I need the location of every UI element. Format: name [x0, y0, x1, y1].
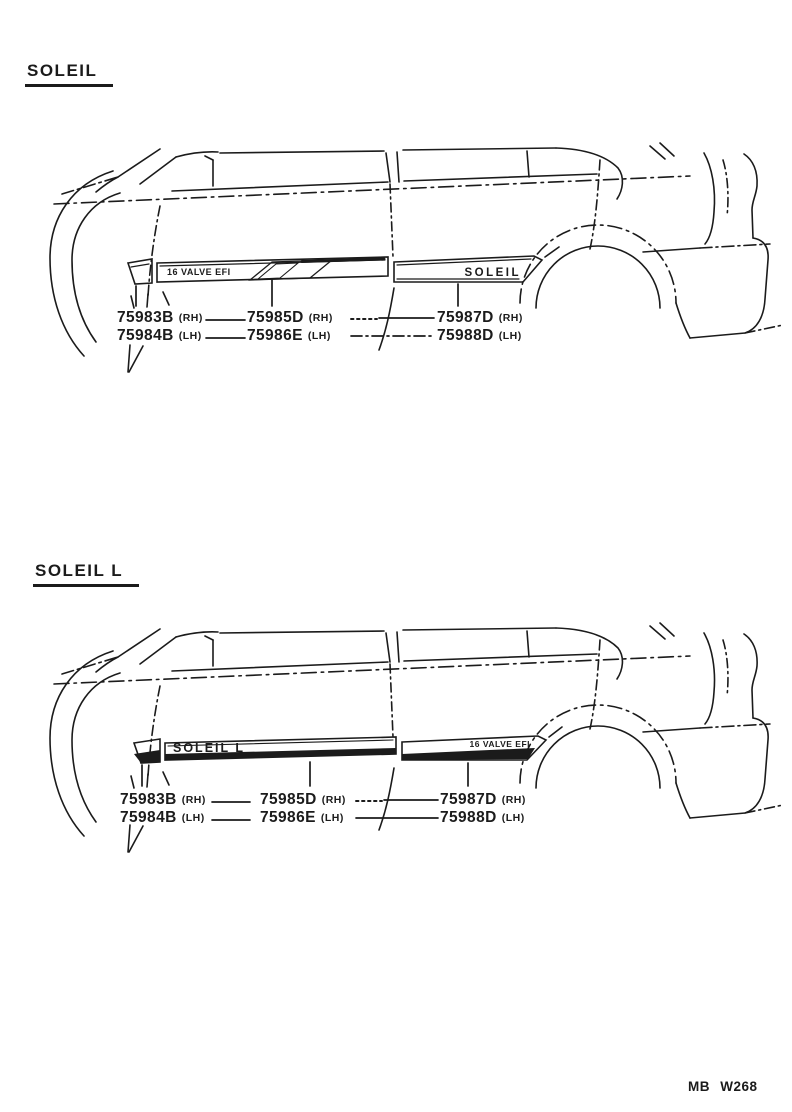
part-number: 75988D	[440, 809, 497, 826]
part-side: (RH)	[498, 312, 523, 324]
part-number: 75985D	[260, 791, 317, 808]
part-side: (LH)	[181, 812, 205, 824]
part-label	[260, 810, 344, 826]
part-side: (LH)	[307, 330, 331, 342]
part-number: 75984B	[120, 809, 177, 826]
part-number: 75986E	[247, 327, 303, 344]
part-number: 75987D	[440, 791, 497, 808]
part-number: 75984B	[117, 327, 174, 344]
section-title-soleil-l: SOLEIL L	[33, 562, 139, 587]
part-label	[247, 328, 331, 344]
part-side: (RH)	[178, 312, 203, 324]
part-side: (RH)	[308, 312, 333, 324]
decal-text-16-valve: 16 VALVE EFI	[469, 739, 530, 749]
part-label	[247, 310, 333, 326]
part-side: (RH)	[321, 794, 346, 806]
part-label	[440, 792, 526, 808]
page-code: MB W268	[688, 1079, 758, 1094]
part-number: 75988D	[437, 327, 494, 344]
part-number: 75983B	[117, 309, 174, 326]
decal-text-soleil-l: SOLEIL L	[173, 741, 246, 755]
part-label	[440, 810, 525, 826]
part-side: (LH)	[498, 330, 522, 342]
part-label	[117, 310, 203, 326]
part-label	[437, 328, 522, 344]
part-number: 75986E	[260, 809, 316, 826]
part-side: (RH)	[181, 794, 206, 806]
part-side: (LH)	[320, 812, 344, 824]
part-label	[437, 310, 523, 326]
part-side: (LH)	[178, 330, 202, 342]
part-label	[120, 810, 205, 826]
decal-text-16-valve: 16 VALVE EFI	[167, 267, 231, 277]
section-title-soleil: SOLEIL	[25, 62, 113, 87]
part-label	[117, 328, 202, 344]
part-number: 75987D	[437, 309, 494, 326]
fender-molding	[128, 259, 152, 284]
part-side: (RH)	[501, 794, 526, 806]
part-number: 75983B	[120, 791, 177, 808]
decal-text-soleil: SOLEIL	[464, 267, 521, 279]
part-side: (LH)	[501, 812, 525, 824]
part-label	[120, 792, 206, 808]
part-label	[260, 792, 346, 808]
part-number: 75985D	[247, 309, 304, 326]
